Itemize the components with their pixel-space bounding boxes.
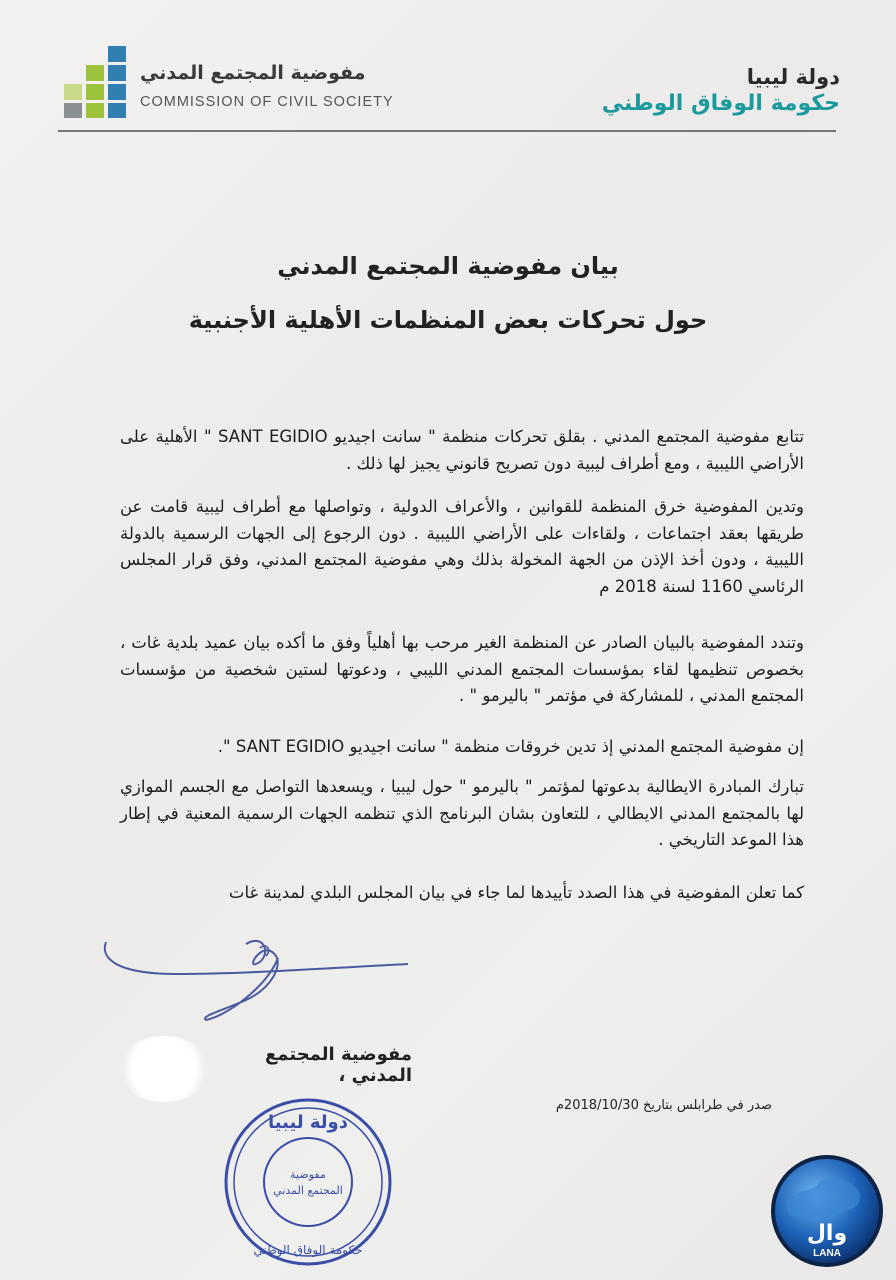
paragraph: تبارك المبادرة الايطالية بدعوتها لمؤتمر " باليرمو " حول ليبيا ، ويسعدها التواصل مع الجسم الموازي لها بالمجتمع المدني الايطالي ، للتعاون بشان البرنامج الذي تنظمه الجهات الرسمية المعنية في إطار هذا الموعد التاريخي . [120,777,804,849]
official-stamp-icon [220,1094,396,1270]
commission-header [58,46,394,126]
paragraph: تتابع مفوضية المجتمع المدني . بقلق تحركات منظمة " سانت اجيديو SANT EGIDIO " الأهلية على الأراضي الليبية ، ومع أطراف ليبية دون تصريح قانوني يجيز لها ذلك . [120,427,804,473]
commission-name-en: COMMISSION OF CIVIL SOCIETY [140,94,394,110]
document-title: بيان مفوضية المجتمع المدني [277,252,619,280]
paragraph: وتندد المفوضية بالبيان الصادر عن المنظمة الغير مرحب بها أهلياً وفق ما أكده بيان عميد بلدية غات ، بخصوص تنظيمها لقاء بمؤسسات المجتمع المدني الليبي ، ودعوتها لستين شخصية من مؤسسات المجتمع المدني ، للمشاركة في مؤتمر " باليرمو " . [120,633,804,705]
redacted-area [116,1036,212,1102]
government-header [590,64,840,118]
lana-logo-icon [768,1152,886,1270]
paragraph: وتدين المفوضية خرق المنظمة للقوانين ، والأعراف الدولية ، وتواصلها مع أطراف ليبية قامت عن طريقها بعقد اجتماعات ، ولقاءات على الأراضي الليبية . دون الرجوع إلى الجهات الرسمية بالدولة الليبية ، ودون أخذ الإذن من الجهة المخولة بذلك وهي مفوضية المجتمع المدني، وفق قرار المجلس الرئاسي 1160 لسنة 2018 م [120,497,804,596]
issue-date: صدر في طرابلس بتاريخ 2018/10/30م [555,1098,772,1113]
svg-text:وال: وال [806,1221,848,1246]
closing-signatory: مفوضية المجتمع المدني ، [265,1044,412,1086]
paragraph: كما تعلن المفوضية في هذا الصدد تأييدها لما جاء في بيان المجلس البلدي لمدينة غات [228,883,804,902]
gov-country: دولة ليبيا [746,65,840,89]
commission-name-ar: مفوضية المجتمع المدني [140,62,366,84]
paragraph: إن مفوضية المجتمع المدني إذ تدين خروقات منظمة " سانت اجيديو SANT EGIDIO ". [217,737,804,756]
svg-text:حكومة الوفاق الوطني: حكومة الوفاق الوطني [253,1243,363,1257]
svg-text:دولة ليبيا: دولة ليبيا [268,1112,348,1133]
commission-logo-icon [58,46,130,118]
svg-text:المجتمع المدني: المجتمع المدني [273,1184,343,1197]
svg-text:LANA: LANA [813,1248,841,1259]
document-subtitle: حول تحركات بعض المنظمات الأهلية الأجنبية [188,306,708,334]
gov-name: حكومة الوفاق الوطني [601,91,840,116]
signature-icon [96,928,416,1028]
svg-text:مفوضية: مفوضية [290,1168,326,1181]
header-divider [58,130,836,132]
